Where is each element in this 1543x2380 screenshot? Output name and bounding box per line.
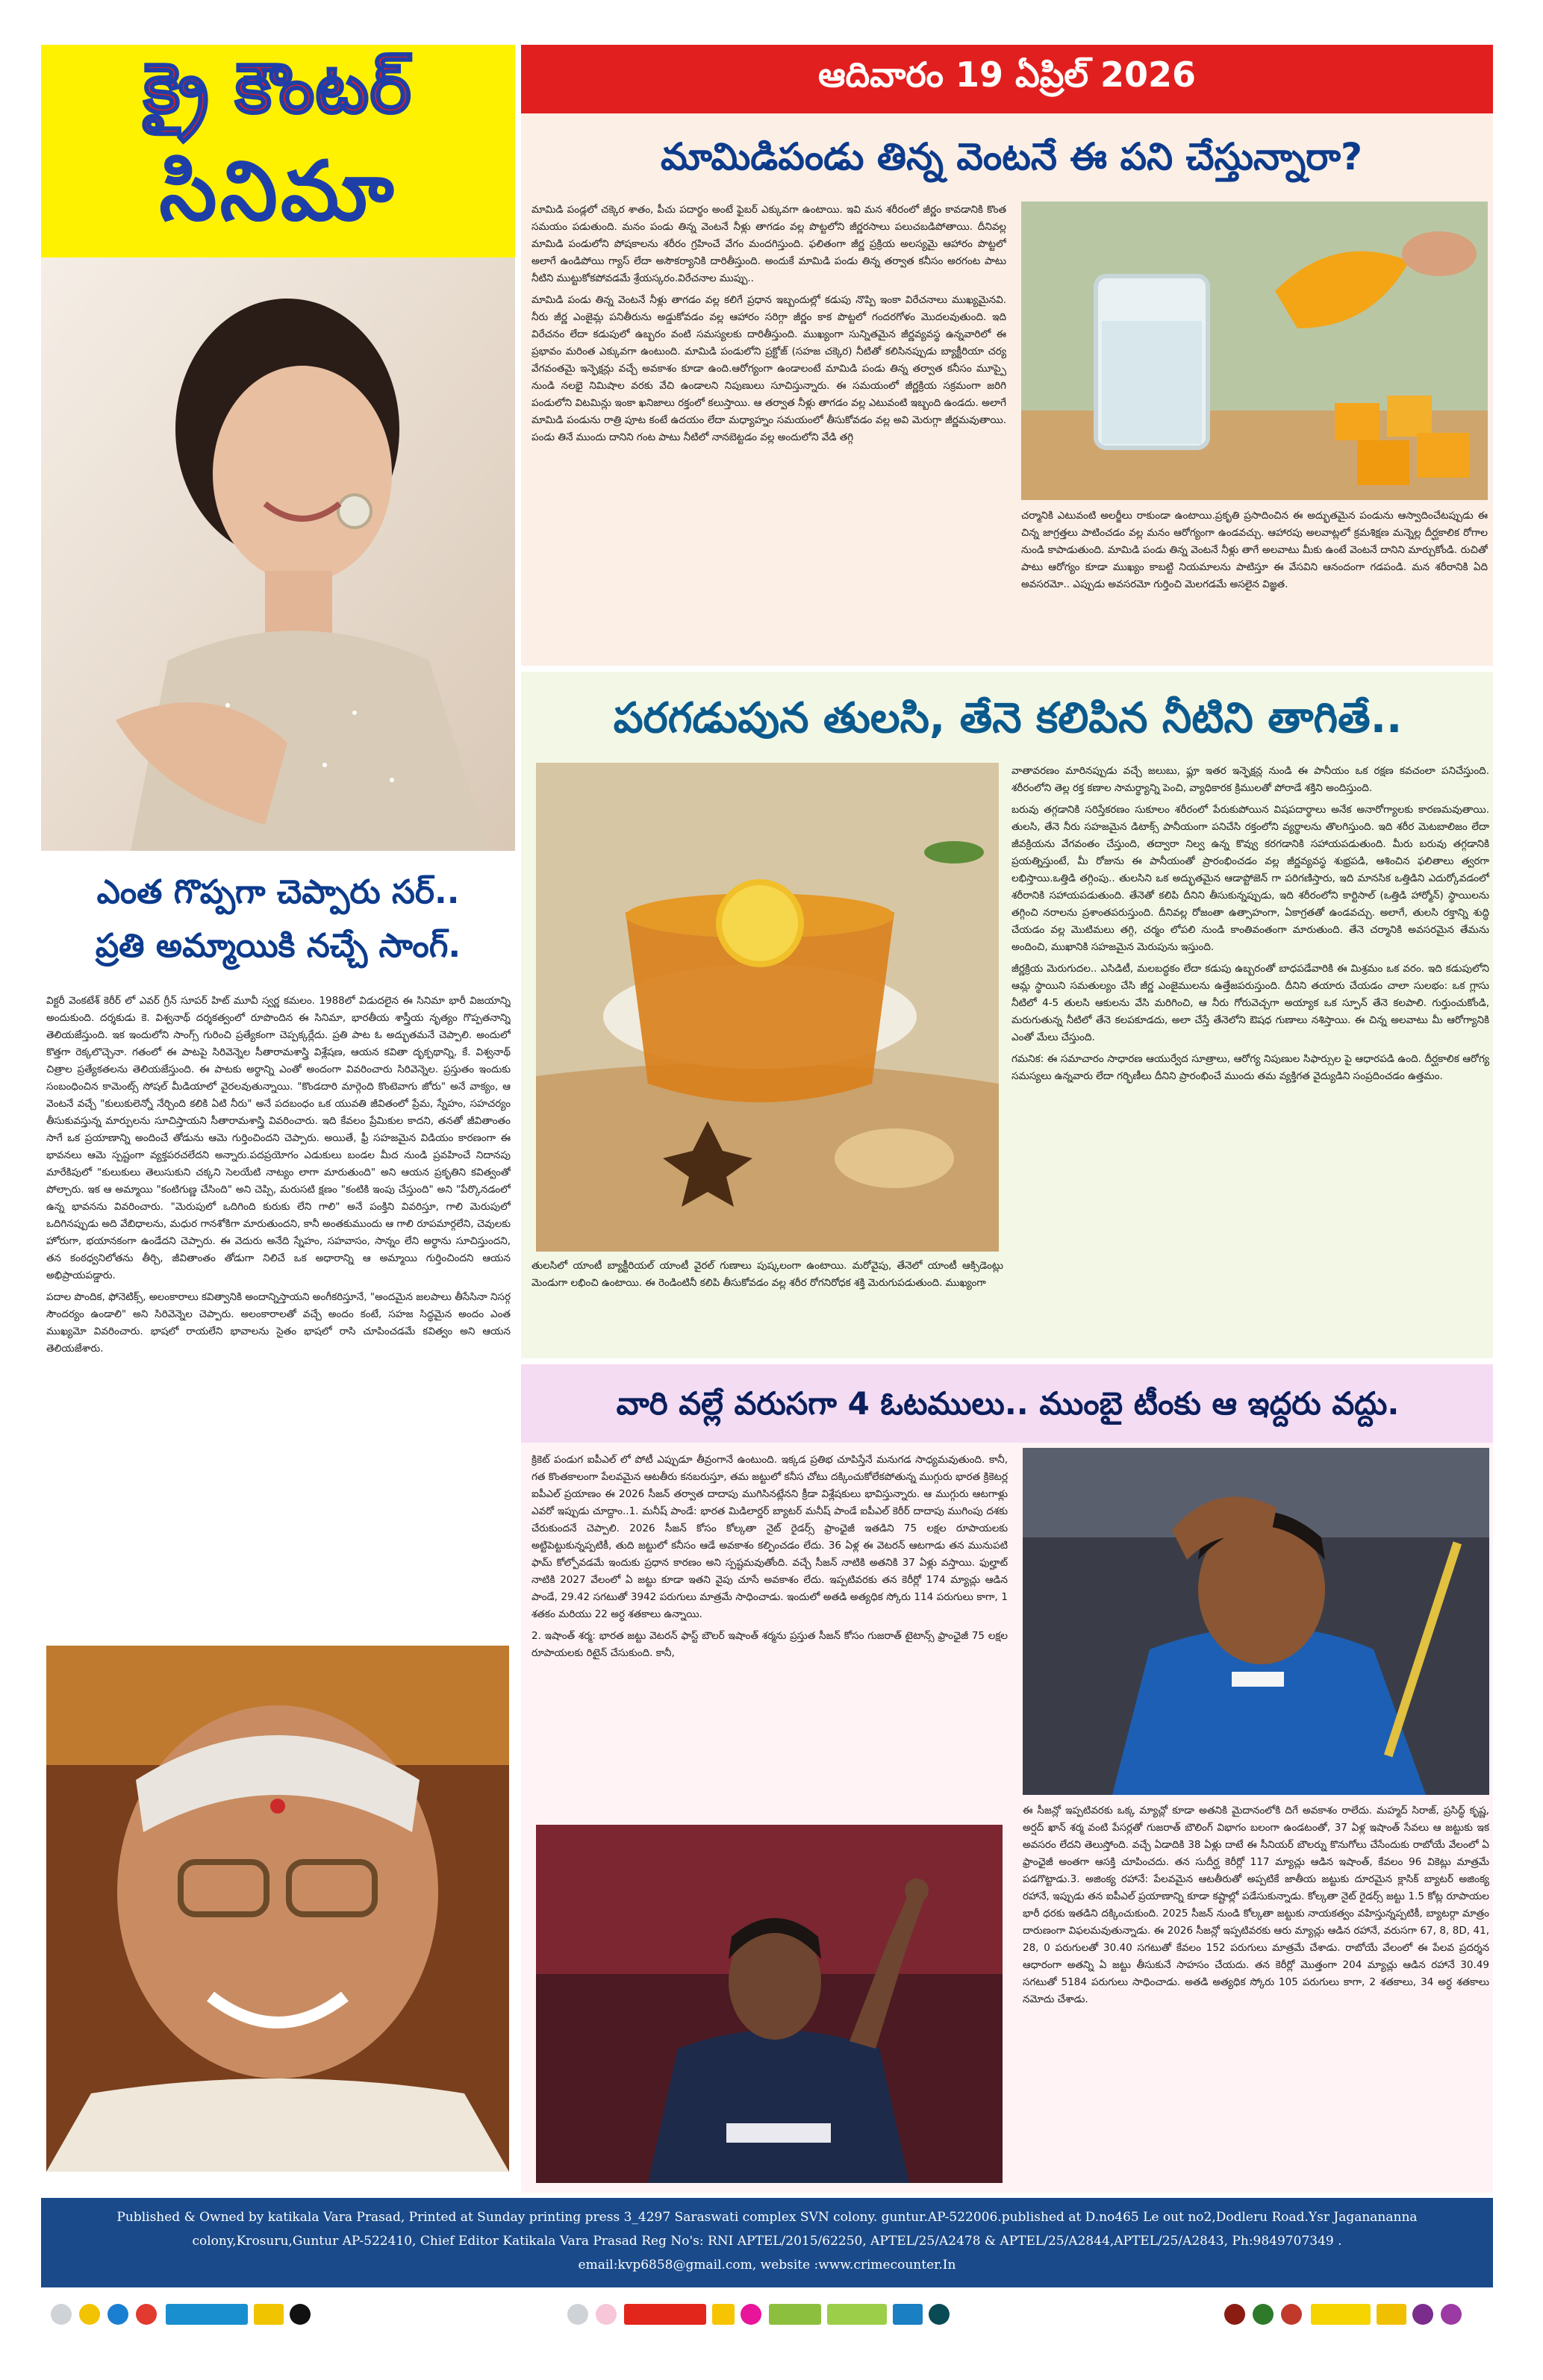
reg-bar [712,2304,735,2325]
tulsi-paragraph-2: వాతావరణం మారినప్పుడు వచ్చే జలుబు, ఫ్లూ ఇతర ఇన్ఫెక్షన్ల నుండి ఈ పానీయం ఒక రక్షణ కవచంలా పనిచేస్తుంది. శరీరంలోని తెల్ల రక్త కణాల సామర్థ్యాన్ని పెంచి, వ్యాధికారక క్రిములతో పోరాడే శక్తిని అందిస్తుంది. [1011,765,1489,794]
mango-article-col1 [532,202,1006,660]
bowler-appealing-photo [536,1825,1003,2183]
cricket-article-col2 [1023,1802,1489,2187]
reg-dot [79,2304,100,2325]
tulsi-article-col2 [1011,763,1489,1356]
reg-dot [929,2304,950,2325]
tulsi-article-headline: పరగడుపున తులసి, తేనె కలిపిన నీటిని తాగితే.. [613,694,1403,743]
mango-paragraph-2: మామిడి పండు తిన్న వెంటనే నీళ్లు తాగడం వల్ల కలిగే ప్రధాన ఇబ్బందుల్లో కడుపు నొప్పి ఇంకా విరేచనాలు ముఖ్యమైనవి. నీరు జీర్ణ ఎంజైమ్ల పనితీరును అడ్డుకోవడం వల్ల ఆహారం సరిగ్గా జీర్ణం కాక పొట్టలో గందరగోళం మొదలవుతుంది. ఇది విరేచనం లేదా కడుపులో ఉబ్బరం వంటి సమస్యలకు దారితీస్తుంది. ముఖ్యంగా సున్నితమైన జీర్ణవ్యవస్థ ఉన్నవారిలో ఈ ప్రభావం మరింత ఎక్కువగా ఉంటుంది. మామిడి పండులోని ప్రక్టోజ్ (సహజ చక్కెర) నీటితో కలిసినప్పుడు బ్యాక్టీరియా చర్య వేగవంతమై ఇన్ఫెక్షన్లు వచ్చే అవకాశం కూడా ఉంది.ఆరోగ్యంగా ఉండాలంటే మామిడి పండు తిన్న తర్వాత కనీసం మూప్పై నుండి నలభై నిమిషాల వరకు వేచి ఉండాలని నిపుణులు సూచిస్తున్నారు. ఈ సమయంలో జీర్ణక్రియ సక్రమంగా జరిగి పండులోని విటమిన్లు ఇంకా ఖనిజాలు రక్తంలో కలుస్తాయి. ఆ తర్వాత నీళ్లు తాగడం వల్ల ఎటువంటి ఇబ్బంది ఉండదు. అలాగే మామిడి పండును రాత్రి పూట కంటే ఉదయం లేదా మధ్యాహ్నం సమయంలో తీసుకోవడం వల్ల అవి మెరుగ్గా జీర్ణమవుతాయి. పండు తినే ముందు దానిని గంట పాటు నీటిలో నానబెట్టడం వల్ల అందులోని వేడి తగ్గి [532,294,1006,443]
reg-dot [1441,2304,1462,2325]
tulsi-paragraph-3: బరువు తగ్గడానికి సరిస్తేకరణం సుకూలం శరీరంలో పేరుకుపోయిన విషపదార్థాలు అనేక అనారోగ్యాలకు కారణమవుతాయి. తులసి, తేనె నీరు సహజమైన డిటాక్స్ పానీయంగా పనిచేసి రక్తంలోని వ్యర్థాలను తొలగిస్తుంది. ఇది శరీర మెటబాలిజం లేదా జీవక్రియను వేగవంతం చేస్తుంది, తద్వారా నిల్వ ఉన్న కొవ్వు కరగడానికి సహాయపడుతుంది. మీరు బరువు తగ్గడానికి ప్రయత్నిస్తుంటే, మీ రోజును ఈ పానీయంతో ప్రారంభించడం వల్ల జీర్ణవ్యవస్థ శుభ్రపడి, ఆశించిన ఫలితాలు త్వరగా లభిస్తాయి.ఒత్తిడి తగ్గింపు.. తులసిని ఒక అద్భుతమైన ఆడాప్టోజెన్ గా పరిగణిస్తారు, ఇది మానసిక ఒత్తిడిని ఎదుర్కోవడంలో శరీరానికి సహాయపడుతుంది. తేనెతో కలిపి దీనిని తీసుకున్నప్పుడు, ఇది శరీరంలోని కార్టిసాల్ (ఒత్తిడి హార్మోన్) స్థాయిలను తగ్గించి నరాలను ప్రశాంతపరుస్తుంది. దీనివల్ల రోజంతా ఉత్సాహంగా, ఏకాగ్రతతో ఉండవచ్చు. అలాగే, తులసి రక్తాన్ని శుద్ధి చేయడం వల్ల మొటిమలు తగ్గి, చర్మం లోపలి నుండి కాంతివంతంగా మారుతుంది. తేనె చర్మానికి అవసరమైన తేమను అందించి, ముఖానికి సహజమైన మెరుపును ఇస్తుంది. [1011,804,1489,953]
reg-dot [596,2304,617,2325]
cricket-paragraph-2: 2. ఇషాంత్ శర్మ: భారత జట్టు వెటరన్ ఫాస్ట్ బౌలర్ ఇషాంత్ శర్మను ప్రస్తుత సీజన్ కోసం గుజరాత్ టైటాన్స్ ఫ్రాంఛైజీ 75 లక్షల రూపాయలకు రిటైన్ చేసుకుంది. కానీ, [532,1630,1008,1659]
reg-dot [136,2304,157,2325]
smiling-actress-photo [41,257,515,851]
cricket-paragraph-3: ఈ సీజన్లో ఇప్పటివరకు ఒక్క మ్యాచ్లో కూడా అతనికి మైదానంలోకి దిగే అవకాశం రాలేదు. మహ్మద్ సిరాజ్, ప్రసిద్ధ్ కృష్ణ, అర్షద్ ఖాన్ శర్మ వంటి పేసర్లతో గుజరాత్ బౌలింగ్ విభాగం బలంగా ఉండటంతో, 37 ఏళ్ల ఇషాంత్ సేవలు ఆ జట్టుకు ఇక అవసరం లేదని తెలుస్తోంది. వచ్చే ఏడాదికి 38 ఏళ్లు దాటే ఈ సీనియర్ బౌలర్ను కొనుగోలు చేసేందుకు రాబోయే వేలంలో ఏ ఫ్రాంఛైజీ అంతగా ఆసక్తి చూపించదు. తన సుదీర్ఘ కెరీర్లో 117 మ్యాచ్లు ఆడిన ఇషాంత్, కేవలం 96 వికెట్లు మాత్రమే పడగొట్టాడు.3. అజింక్య రహానే: పేలవమైన ఆటతీరుతో అప్పటికే జాతీయ జట్టుకు దూరమైన క్లాసిక్ బ్యాటర్ అజింక్య రహానే, ఇప్పుడు తన ఐపీఎల్ ప్రయాణాన్ని కూడా కష్టాల్లో పడేసుకున్నాడు. కోల్కతా నైట్ రైడర్స్ జట్టు 1.5 కోట్ల రూపాయల భారీ ధరకు ఇతడిని దక్కించుకుంది. 2025 సీజన్ నుండి కోల్కతా జట్టుకు నాయకత్వం వహిస్తున్నప్పటికీ, బ్యాటర్గా మాత్రం దారుణంగా విఫలమవుతున్నాడు. ఈ 2026 సీజన్లో ఇప్పటివరకు ఆరు మ్యాచ్లు ఆడిన రహానే, వరుసగా 67, 8, 8D, 41, 28, 0 పరుగులతో 30.40 సగటుతో కేవలం 152 పరుగులు మాత్రమే చేశాడు. రాబోయే వేలంలో ఈ పేలవ ప్రదర్శన ఆధారంగా అతన్ని ఏ జట్టు తీసుకునే సాహసం చేయదు. తన కెరీర్లో మొత్తంగా 204 మ్యాచ్లు ఆడిన రహానే 30.49 సగటుతో 5184 పరుగులు సాధించాడు. అతడి అత్యధిక స్కోరు 105 పరుగులు కాగా, 2 శతకాలు, 34 అర్ధ శతకాలు నమోదు చేశాడు. [1023,1805,1489,2005]
reg-bar [893,2304,923,2325]
reg-dot [1253,2304,1274,2325]
reg-dot [290,2304,311,2325]
issue-date: ఆదివారం 19 ఏప్రిల్ 2026 [817,54,1197,95]
reg-bar [827,2304,887,2325]
reg-dot [107,2304,128,2325]
reg-dot [741,2304,761,2325]
cricket-paragraph-1: క్రికెట్ పండుగ ఐపీఎల్ లో పోటీ ఎప్పుడూ తీవ్రంగానే ఉంటుంది. ఇక్కడ ప్రతిభ చూపిస్తేనే మనుగడ సాధ్యమవుతుంది. కానీ, గత కొంతకాలంగా పేలవమైన ఆటతీరు కనబరుస్తూ, తమ జట్టులో కనీస చోటు దక్కించుకోలేకపోతున్న ముగ్గురు భారత క్రికెటర్ల ఐపీఎల్ ప్రయాణం ఈ 2026 సీజన్ తర్వాత దాదాపు ముగిసినట్లేనని క్రీడా విశ్లేషకులు భావిస్తున్నారు. ఆ ముగ్గురు ఆటగాళ్లు ఎవరో ఇప్పుడు చూద్దాం..1. మనీష్ పాండే: భారత మిడిలార్డర్ బ్యాటర్ మనీష్ పాండే ఐపీఎల్ కెరీర్ దాదాపు ముగింపు దశకు చేరుకుందనే చెప్పాలి. 2026 సీజన్ కోసం కోల్కతా నైట్ రైడర్స్ ఫ్రాంఛైజీ ఇతడిని 75 లక్షల రూపాయలకు అట్టిపెట్టుకున్నప్పటికీ, తుది జట్టులో కనీసం ఆడే అవకాశం కల్పించడం లేదు. 36 ఏళ్ల ఈ వెటరన్ ఆటగాడు తన మునుపటి ఫామ్ కోల్పోవడమే ఇందుకు ప్రధాన కారణం అని స్పష్టమవుతోంది. వచ్చే సీజన్ నాటికి అతనికి 37 ఏళ్లు వస్తాయి. ఫుల్హాట్ నాటికి 2027 వేలంలో ఏ జట్టు కూడా ఇతని వైపు చూసే అవకాశం లేదు. ఇప్పటివరకు తన కెరీర్లో 174 మ్యాచ్లు ఆడిన పాండే, 29.42 సగటుతో 3942 పరుగులు మాత్రమే సాధించాడు. ఇందులో అతడి అత్యధిక స్కోరు 114 పరుగులు కాగా, 1 శతకం మరియు 22 అర్ధ శతకాలు ఉన్నాయి. [532,1454,1008,1620]
song-paragraph-2: పదాల పొందిక, ఫోనెటిక్స్, అలంకారాలు కవిత్వానికి అందాన్నిస్తాయని అంగీకరిస్తూనే, "అందమైన జలపాలు తీసేసినా నిసర్గ సౌందర్యం ఉండాలి" అని సిరివెన్నెల చెప్పారు. అలంకారాలతో వచ్చే అందం కంటే, సహజ సిద్ధమైన అందం ఎంత ముఖ్యమో వివరించారు. భాషలో రాయలేని భావాలను సైతం భాషలో రాసి చూపించడమే కవిత్వం అని ఆయన తెలియజేశారు. [46,1291,511,1355]
mango-article-col2 [1021,507,1488,660]
song-headline-line1: ఎంత గొప్పగా చెప్పారు సర్.. [96,873,460,911]
footer-line-1: Published & Owned by katikala Vara Prasad, Printed at Sunday printing press 3_4297 Saraswati complex SVN colony. guntur.AP-522006.published at D.no465 Le out no2,Dodleru Road.Ysr Jaganananna [116,2210,1418,2225]
mango-water-glass-photo [1021,202,1488,500]
song-article-headline [41,866,515,978]
song-paragraph-1: విక్టరీ వెంకటేశ్ కెరీర్ లో ఎవర్ గ్రీన్ సూపర్ హిట్ మూవీ స్వర్ణ కమలం. 1988లో విడుదలైన ఈ సినిమా భారీ విజయాన్ని అందుకుంది. దర్శకుడు కె. విశ్వనాథ్ దర్శకత్వంలో రూపొందిన ఈ సినిమా, భారతీయ శాస్త్రీయ నృత్యం గొప్పతనాన్ని తెలియజేస్తుంది. ఇక ఇందులోని సాంగ్స్ గురించి ప్రత్యేకంగా చెప్పక్కర్లేదు. ప్రతి పాట ఓ అద్భుతమనే చెప్పాలి. అందులో కొత్తగా రెక్కలొచ్చెనా. గతంలో ఈ పాటపై సిరివెన్నెల సీతారామశాస్త్రి విశ్లేషణ, ఆయన కవితా దృక్పథాన్ని, కే. విశ్వనాథ్ చిత్రాల ప్రత్యేకతలను తెలియజేస్తుంది. ఈ పాటకు అర్థాన్ని ఎంతో అందంగా వివరించారు సిరివెన్నెల. ప్రస్తుతం ఇందుకు సంబంధించిన కామెంట్స్ సోషల్ మీడియాలో వైరలవుతున్నాయి. "కొండదారి మార్గెంది కొంటెవాగు జోరు" అనే వాక్యం, ఆ వెంటనే వచ్చే "కులుకులెన్నో నేర్చింది కలికి ఏటి నీరు" అనే పదబంధం ఒక యువతి జీవితంలో ప్రేమ, స్నేహం, సహచర్యం తీసుకువస్తున్న మార్పులను సూచిస్తాయని సీతారామశాస్త్రి వివరించారు. ఇది కేవలం ప్రేమికుల కాదని, తనతో జీవితాంతం సాగే ఒక ప్రయాణాన్ని అందించే తోడును ఆమె గుర్తించిందని చెప్పారు. అయితే, ఫ్రీ సహజమైన విడియం కారణంగా ఈ భావనలు ఆమె స్పష్టంగా వ్యక్తపరచలేదని అన్నారు.పదప్రయోగం ఎడుకులు బండల మీద నుండి ప్రవహించే నిదానపు మారేకిపులో "కులుకులు తెలుసుకుని చక్కని సెలయేటి నాట్యం లాగా మారుతుంది" అని ఆయన ప్రకృతిని కవిత్వంతో పోల్చారు. ఇక ఆ అమ్మాయి "కంటిగుణ్ణ చేసింది" అని చెప్పి, మరుసటి క్షణం "కంటికి ఇంపు చేస్తుంది" అని "పేర్కొనడంలో ఉన్న భావనను వివరించారు. "మెరుపులో ఒదిగింది కురుకు లేని గాలి" అనే పంక్తిని వివరిస్తూ, గాలి మెరుపులో ఒదిగినప్పుడు అది వేబిధాలను, మధుర గానశోకిగా మారుతుందని, కానీ అంతకుముందు ఆ గాలి రూపమార్గలేని, చెవులకు హోరుగా, భయానకంగా ఉండేదని చెప్పారు. ఈ వెదురు అనేది స్నేహం, సహవాసం, సాన్నం లేని అర్థాను సూచిస్తుందని, తన కంఠధ్వనిలోతను తీర్చి, జీవితాంతం తోడుగా నిలిచే ఒక అధారాన్ని ఆ అమ్మాయి గుర్తించిందని ఆయన అభిప్రాయపడ్డారు. [46,995,511,1281]
reg-bar [624,2304,706,2325]
reg-bar [1311,2304,1371,2325]
date-banner [521,45,1493,113]
cricket-article-col1 [532,1452,1008,1817]
tulsi-paragraph-4: జీర్ణక్రియ మెరుగుదల.. ఎసిడిటీ, మలబద్ధకం లేదా కడుపు ఉబ్బరంతో బాధపడేవారికి ఈ మిశ్రమం ఒక వరం. ఇది కడుపులోని ఆమ్ల స్థాయిని సమతుల్యం చేసి జీర్ణ ఎంజైములను ఉత్తేజపరుస్తుంది. దీనిని తయారు చేయడం చాలా సులభం: ఒక గ్లాసు నీటిలో 4-5 తులసి ఆకులను వేసి మరిగించి, ఆ నీరు గోరువెచ్చగా అయ్యాక ఒక స్పూన్ తేనె కలపాలి. గుర్తుంచుకోండి, మరుగుతున్న నీటిలో తేనె కలపకూడదు, అలా చేస్తే తేనెలోని ఔషధ గుణాలు నశిస్తాయి. ఈ చిన్న అలవాటు మీ ఆరోగ్యానికి ఎంతో మేలు చేస్తుంది. [1011,963,1489,1043]
tulsi-paragraph-5: గమనిక: ఈ సమాచారం సాధారణ ఆయుర్వేద సూత్రాలు, ఆరోగ్య నిపుణుల సిఫార్సుల పై ఆధారపడి ఉంది. దీర్ఘకాలిక ఆరోగ్య సమస్యలు ఉన్నవారు లేదా గర్భిణీలు దీనిని ప్రారంభించే ముందు తమ వ్యక్తిగత వైద్యుడిని సంప్రదించడం ఉత్తమం. [1011,1053,1489,1082]
reg-dot [1412,2304,1433,2325]
song-headline-line2: ప్రతి అమ్మాయికి నచ్చే సాంగ్. [95,927,461,965]
dejected-batter-photo [1023,1448,1489,1795]
reg-bar [254,2304,284,2325]
reg-dot [567,2304,588,2325]
reg-bar [1377,2304,1406,2325]
mango-paragraph-3: చర్మానికి ఎటువంటి అలర్జీలు రాకుండా ఉంటాయి.ప్రకృతి ప్రసాదించిన ఈ అద్భుతమైన పండును ఆస్వాదించేటప్పుడు ఈ చిన్న జాగ్రత్తలు పాటించడం వల్ల మనం ఆరోగ్యంగా ఉండవచ్చు. ఆహారపు అలవాట్లలో క్రమశిక్షణ మన్నెల్ల దీర్ఘకాలిక రోగాల నుండి కాపాడుతుంది. మామిడి పండు తిన్న వెంటనే నీళ్లు తాగే అలవాటు మీకు ఉంటే వెంటనే దానిని మార్చుకోండి. రుచితో పాటు ఆరోగ్యం కూడా ముఖ్యం కాబట్టి నియమాలను పాటిస్తూ ఈ వేసవిని ఆనందంగా గడపండి. మన శరీరానికి ఏది అవసరమో.. ఎప్పుడు అవసరమో గుర్తించి మెలగడమే అసలైన విజ్ఞత. [1021,510,1488,590]
mango-article-headline: మామిడిపండు తిన్న వెంటనే ఈ పని చేస్తున్నారా? [660,135,1363,178]
mango-paragraph-1: మామిడి పండ్లలో చక్కెర శాతం, పీచు పదార్థం అంటే ఫైబర్ ఎక్కువగా ఉంటాయి. ఇవి మన శరీరంలో జీర్ణం కావడానికి కొంత సమయం పడుతుంది. మనం పండు తిన్న వెంటనే నీళ్లు తాగడం వల్ల పొట్టలోని జీర్ణరసాలు పలుచబడిపోతాయి. దీనివల్ల మామిడి పండులోని పోషకాలను శరీరం గ్రహించే వేగం మందగిస్తుంది. ఫలితంగా జీర్ణ ప్రక్రియ అలస్యమై ఆహారం పొట్టలో అలాగే ఉండిపోయి గ్యాస్ లేదా అసౌకర్యానికి దారితీస్తుంది. అందుకే మామిడి పండు తిన్న తర్వాత కనీసం అరగంట పాటు నీటిని ముట్టుకోకపోవడమే శ్రేయస్కరం.విరేచనాల ముప్పు.. [532,204,1006,284]
reg-dot [51,2304,72,2325]
lyricist-portrait-photo [46,1646,509,2172]
tulsi-article-col1 [532,1258,1003,1355]
song-article-body [46,993,511,1627]
footer-line-2: colony,Krosuru,Guntur AP-522410, Chief Editor Katikala Vara Prasad Reg No's: RNI APTEL/2015/62250, APTEL/25/A2478 & APTEL/25/A2844,APTEL/25/A2843, Ph:9849707349 . [192,2234,1342,2249]
brand-name-line2: సినిమా [159,143,397,239]
brand-name-line1: క్రై కౌంటర్ [143,49,413,128]
reg-bar [769,2304,821,2325]
reg-bar [166,2304,248,2325]
tulsi-honey-tea-photo [536,763,999,1252]
reg-dot [1224,2304,1245,2325]
footer-line-3: email:kvp6858@gmail.com, website :www.crimecounter.In [578,2258,956,2273]
reg-dot [1281,2304,1302,2325]
tulsi-paragraph-1: తులసిలో యాంటీ బ్యాక్టీరియల్ యాంటీ వైరల్ గుణాలు పుష్కలంగా ఉంటాయి. మరోవైపు, తేనెలో యాంటీ ఆక్సిడెంట్లు మెండుగా లభించి ఉంటాయి. ఈ రెండింటినీ కలిపి తీసుకోవడం వల్ల శరీర రోగనిరోధక శక్తి మెరుగుపడుతుంది. ముఖ్యంగా [532,1260,1003,1289]
publisher-footer [41,2198,1493,2287]
cricket-article-headline: వారి వల్లే వరుసగా 4 ఓటములు.. ముంబై టీంకు ఆ ఇద్దరు వద్దు. [616,1385,1400,1422]
